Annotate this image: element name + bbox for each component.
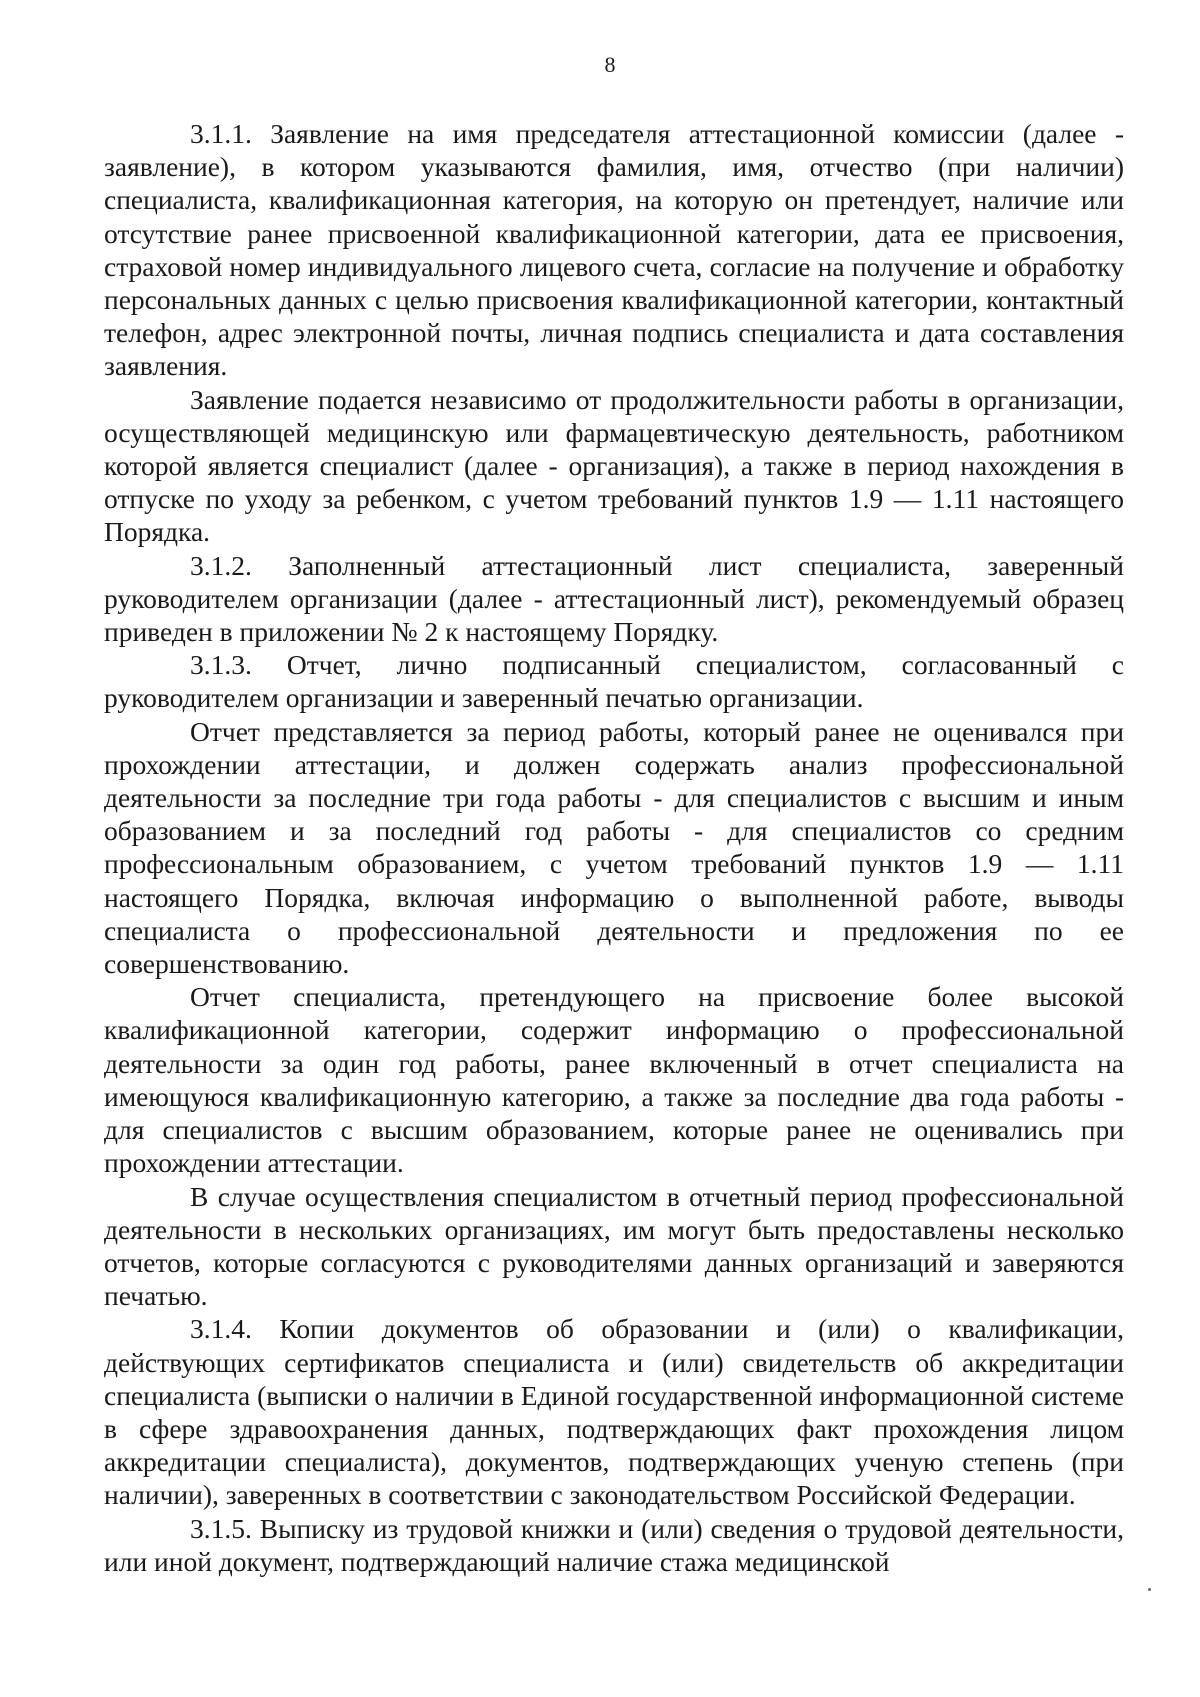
paragraph-application-submission: Заявление подается независимо от продолжительности работы в организации, осуществляющей медицинскую или фармацевтическую деятельность, работником которой является специалист (далее - организация), а также в период нахождения в отпуске по уходу за ребенком, с учетом требований пунктов 1.9 — 1.11 настоящего Порядка. bbox=[104, 383, 1124, 548]
paragraph-several-organizations: В случае осуществления специалистом в отчетный период профессиональной деятельности в нескольких организациях, им могут быть предоставлены несколько отчетов, которые согласуются с руководителями данных организаций и заверяются печатью. bbox=[104, 1180, 1124, 1312]
paragraph-3-1-5: 3.1.5. Выписку из трудовой книжки и (или) сведения о трудовой деятельности, или иной документ, подтверждающий наличие стажа медицинской bbox=[104, 1512, 1124, 1577]
paragraph-3-1-2: 3.1.2. Заполненный аттестационный лист специалиста, заверенный руководителем организации (далее - аттестационный лист), рекомендуемый образец приведен в приложении № 2 к настоящему Порядку. bbox=[104, 549, 1124, 648]
paragraph-3-1-3: 3.1.3. Отчет, лично подписанный специалистом, согласованный с руководителем организации и заверенный печатью организации. bbox=[104, 649, 1124, 714]
paragraph-report-higher-category: Отчет специалиста, претендующего на присвоение более высокой квалификационной категории, содержит информацию о профессиональной деятельности за один год работы, ранее включенный в отчет специалиста на имеющуюся квалификационную категорию, а также за последние два года работы - для специалистов с высшим образованием, которые ранее не оценивались при прохождении аттестации. bbox=[104, 981, 1124, 1179]
paragraph-report-period: Отчет представляется за период работы, который ранее не оценивался при прохождении аттестации, и должен содержать анализ профессиональной деятельности за последние три года работы - для специалистов с высшим и иным образованием и за последний год работы - для специалистов со средним профессиональным образованием, с учетом требований пунктов 1.9 — 1.11 настоящего Порядка, включая информацию о выполненной работе, выводы специалиста о профессиональной деятельности и предложения по ее совершенствованию. bbox=[104, 715, 1124, 980]
document-body bbox=[104, 117, 1124, 1578]
scan-speck bbox=[1148, 1588, 1151, 1591]
paragraph-3-1-1: 3.1.1. Заявление на имя председателя аттестационной комиссии (далее - заявление), в котором указываются фамилия, имя, отчество (при наличии) специалиста, квалификационная категория, на которую он претендует, наличие или отсутствие ранее присвоенной квалификационной категории, дата ее присвоения, страховой номер индивидуального лицевого счета, согласие на получение и обработку персональных данных с целью присвоения квалификационной категории, контактный телефон, адрес электронной почты, личная подпись специалиста и дата составления заявления. bbox=[104, 118, 1124, 382]
page-number: 8 bbox=[604, 52, 616, 77]
paragraph-3-1-4: 3.1.4. Копии документов об образовании и (или) о квалификации, действующих сертификатов специалиста и (или) свидетельств об аккредитации специалиста (выписки о наличии в Единой государственной информационной системе в сфере здравоохранения данных, подтверждающих факт прохождения лицом аккредитации специалиста), документов, подтверждающих ученую степень (при наличии), заверенных в соответствии с законодательством Российской Федерации. bbox=[104, 1313, 1124, 1511]
